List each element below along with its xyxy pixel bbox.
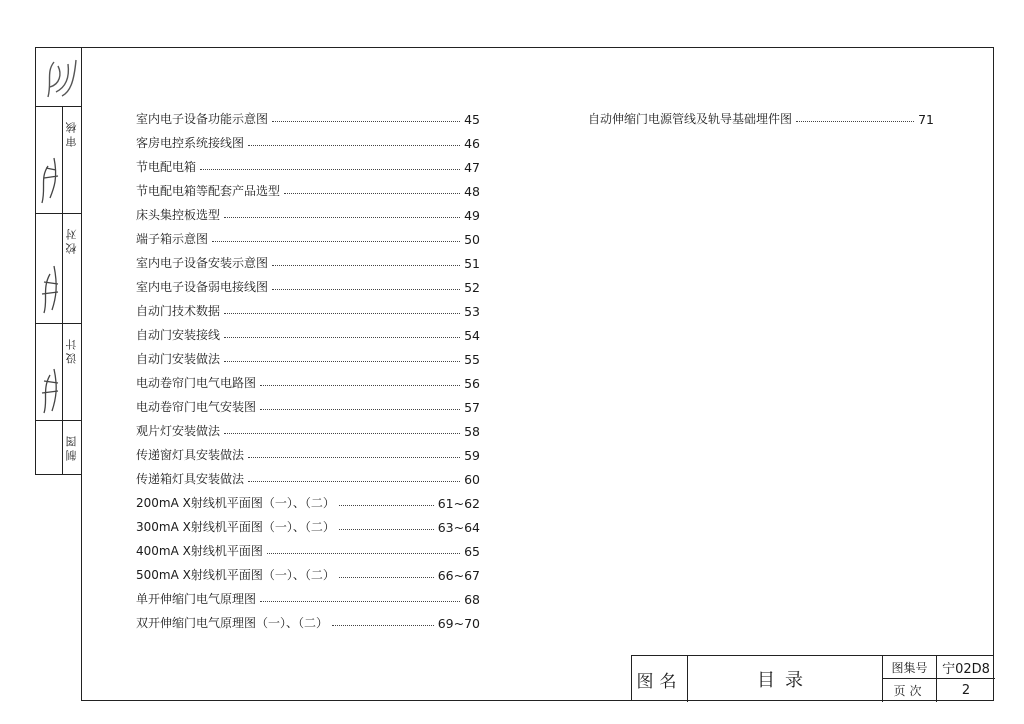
toc-entry-title: 双开伸缩门电气原理图（一）、（二） bbox=[136, 616, 329, 630]
toc-entry-page: 56 bbox=[464, 376, 480, 391]
toc-entry-page: 68 bbox=[464, 592, 480, 607]
toc-entry-title: 室内电子设备弱电接线图 bbox=[136, 280, 269, 294]
toc-entry bbox=[588, 103, 934, 127]
atlas-number-value: 宁02D8 bbox=[937, 656, 995, 679]
page-number-value: 2 bbox=[961, 683, 971, 698]
dot-leader bbox=[796, 121, 914, 122]
toc-entry bbox=[136, 439, 480, 463]
dot-leader bbox=[260, 601, 460, 602]
toc-entry-title: 室内电子设备功能示意图 bbox=[136, 112, 269, 126]
dot-leader bbox=[267, 553, 460, 554]
toc-entry bbox=[136, 127, 480, 151]
toc-entry bbox=[136, 607, 480, 631]
drawing-name-value: 目录 bbox=[688, 656, 883, 702]
toc-left-column bbox=[136, 103, 480, 631]
toc-right-column bbox=[588, 103, 934, 127]
toc-entry-page: 48 bbox=[464, 184, 480, 199]
toc-entry-title: 传递箱灯具安装做法 bbox=[136, 472, 245, 486]
dot-leader bbox=[248, 481, 460, 482]
sidebar-label-design: 设计 bbox=[65, 336, 78, 364]
toc-entry-title: 电动卷帘门电气安装图 bbox=[136, 400, 257, 414]
dot-leader bbox=[248, 145, 460, 146]
toc-entry bbox=[136, 103, 480, 127]
toc-entry bbox=[136, 295, 480, 319]
dot-leader bbox=[212, 241, 460, 242]
toc-entry-page: 61~62 bbox=[437, 496, 480, 511]
atlas-number-label: 图集号 bbox=[883, 656, 937, 679]
toc-entry-page: 52 bbox=[464, 280, 480, 295]
toc-entry-page: 60 bbox=[464, 472, 480, 487]
toc-entry bbox=[136, 559, 480, 583]
toc-entry-title: 单开伸缩门电气原理图 bbox=[136, 592, 257, 606]
toc-entry bbox=[136, 175, 480, 199]
toc-entry-page: 59 bbox=[464, 448, 480, 463]
toc-entry bbox=[136, 511, 480, 535]
toc-entry-title: 室内电子设备安装示意图 bbox=[136, 256, 269, 270]
toc-entry-page: 71 bbox=[918, 112, 934, 127]
toc-entry-page: 57 bbox=[464, 400, 480, 415]
toc-entry-title: 自动伸缩门电源管线及轨导基础埋件图 bbox=[588, 112, 793, 126]
dot-leader bbox=[224, 433, 460, 434]
toc-entry-title: 节电配电箱 bbox=[136, 160, 197, 174]
handwritten-signature bbox=[36, 148, 62, 208]
dot-leader bbox=[332, 625, 434, 626]
toc-entry-page: 50 bbox=[464, 232, 480, 247]
toc-entry bbox=[136, 343, 480, 367]
toc-entry-title: 节电配电箱等配套产品选型 bbox=[136, 184, 281, 198]
toc-entry-page: 53 bbox=[464, 304, 480, 319]
toc-entry bbox=[136, 199, 480, 223]
toc-entry bbox=[136, 319, 480, 343]
title-block bbox=[631, 655, 994, 701]
handwritten-signature bbox=[40, 52, 80, 102]
dot-leader bbox=[224, 313, 460, 314]
toc-entry-title: 客房电控系统接线图 bbox=[136, 136, 245, 150]
toc-entry-title: 自动门技术数据 bbox=[136, 304, 221, 318]
dot-leader bbox=[272, 121, 460, 122]
dot-leader bbox=[224, 361, 460, 362]
toc-entry-title: 观片灯安装做法 bbox=[136, 424, 221, 438]
dot-leader bbox=[339, 505, 434, 506]
toc-entry-title: 400mA X射线机平面图 bbox=[136, 544, 263, 558]
dot-leader bbox=[224, 337, 460, 338]
toc-entry-title: 自动门安装接线 bbox=[136, 328, 221, 342]
toc-entry bbox=[136, 223, 480, 247]
toc-entry-page: 46 bbox=[464, 136, 480, 151]
toc-entry bbox=[136, 487, 480, 511]
toc-entry-page: 47 bbox=[464, 160, 480, 175]
handwritten-signature bbox=[36, 258, 62, 318]
dot-leader bbox=[200, 169, 460, 170]
toc-entry-page: 66~67 bbox=[437, 568, 480, 583]
dot-leader bbox=[339, 529, 434, 530]
handwritten-signature bbox=[36, 363, 62, 418]
sidebar-label-review: 审核 bbox=[65, 119, 78, 147]
toc-entry-title: 端子箱示意图 bbox=[136, 232, 209, 246]
dot-leader bbox=[248, 457, 460, 458]
toc-entry-page: 69~70 bbox=[437, 616, 480, 631]
toc-entry-title: 300mA X射线机平面图（一）、（二） bbox=[136, 520, 335, 534]
toc-entry bbox=[136, 391, 480, 415]
dot-leader bbox=[260, 385, 460, 386]
dot-leader bbox=[224, 217, 460, 218]
toc-entry bbox=[136, 367, 480, 391]
toc-entry-page: 55 bbox=[464, 352, 480, 367]
toc-entry-title: 传递窗灯具安装做法 bbox=[136, 448, 245, 462]
drawing-name-label: 图名 bbox=[632, 656, 688, 702]
signature-strip bbox=[35, 47, 81, 475]
page-number-label: 页次 bbox=[883, 679, 937, 702]
toc-entry-page: 65 bbox=[464, 544, 480, 559]
toc-entry-page: 51 bbox=[464, 256, 480, 271]
toc-entry bbox=[136, 535, 480, 559]
toc-entry-title: 200mA X射线机平面图（一）、（二） bbox=[136, 496, 335, 510]
dot-leader bbox=[339, 577, 434, 578]
dot-leader bbox=[284, 193, 460, 194]
toc-entry-title: 自动门安装做法 bbox=[136, 352, 221, 366]
toc-entry bbox=[136, 463, 480, 487]
dot-leader bbox=[272, 265, 460, 266]
toc-entry bbox=[136, 583, 480, 607]
toc-entry-page: 58 bbox=[464, 424, 480, 439]
toc-entry-title: 床头集控板选型 bbox=[136, 208, 221, 222]
sidebar-label-drafting: 制图 bbox=[65, 433, 78, 461]
toc-entry-title: 500mA X射线机平面图（一）、（二） bbox=[136, 568, 335, 582]
toc-entry-page: 54 bbox=[464, 328, 480, 343]
dot-leader bbox=[272, 289, 460, 290]
toc-entry-page: 45 bbox=[464, 112, 480, 127]
sidebar-label-check: 校对 bbox=[65, 226, 78, 254]
toc-entry-title: 电动卷帘门电气电路图 bbox=[136, 376, 257, 390]
toc-entry-page: 49 bbox=[464, 208, 480, 223]
toc-entry bbox=[136, 271, 480, 295]
toc-entry-page: 63~64 bbox=[437, 520, 480, 535]
toc-entry bbox=[136, 151, 480, 175]
toc-entry bbox=[136, 247, 480, 271]
toc-entry bbox=[136, 415, 480, 439]
dot-leader bbox=[260, 409, 460, 410]
